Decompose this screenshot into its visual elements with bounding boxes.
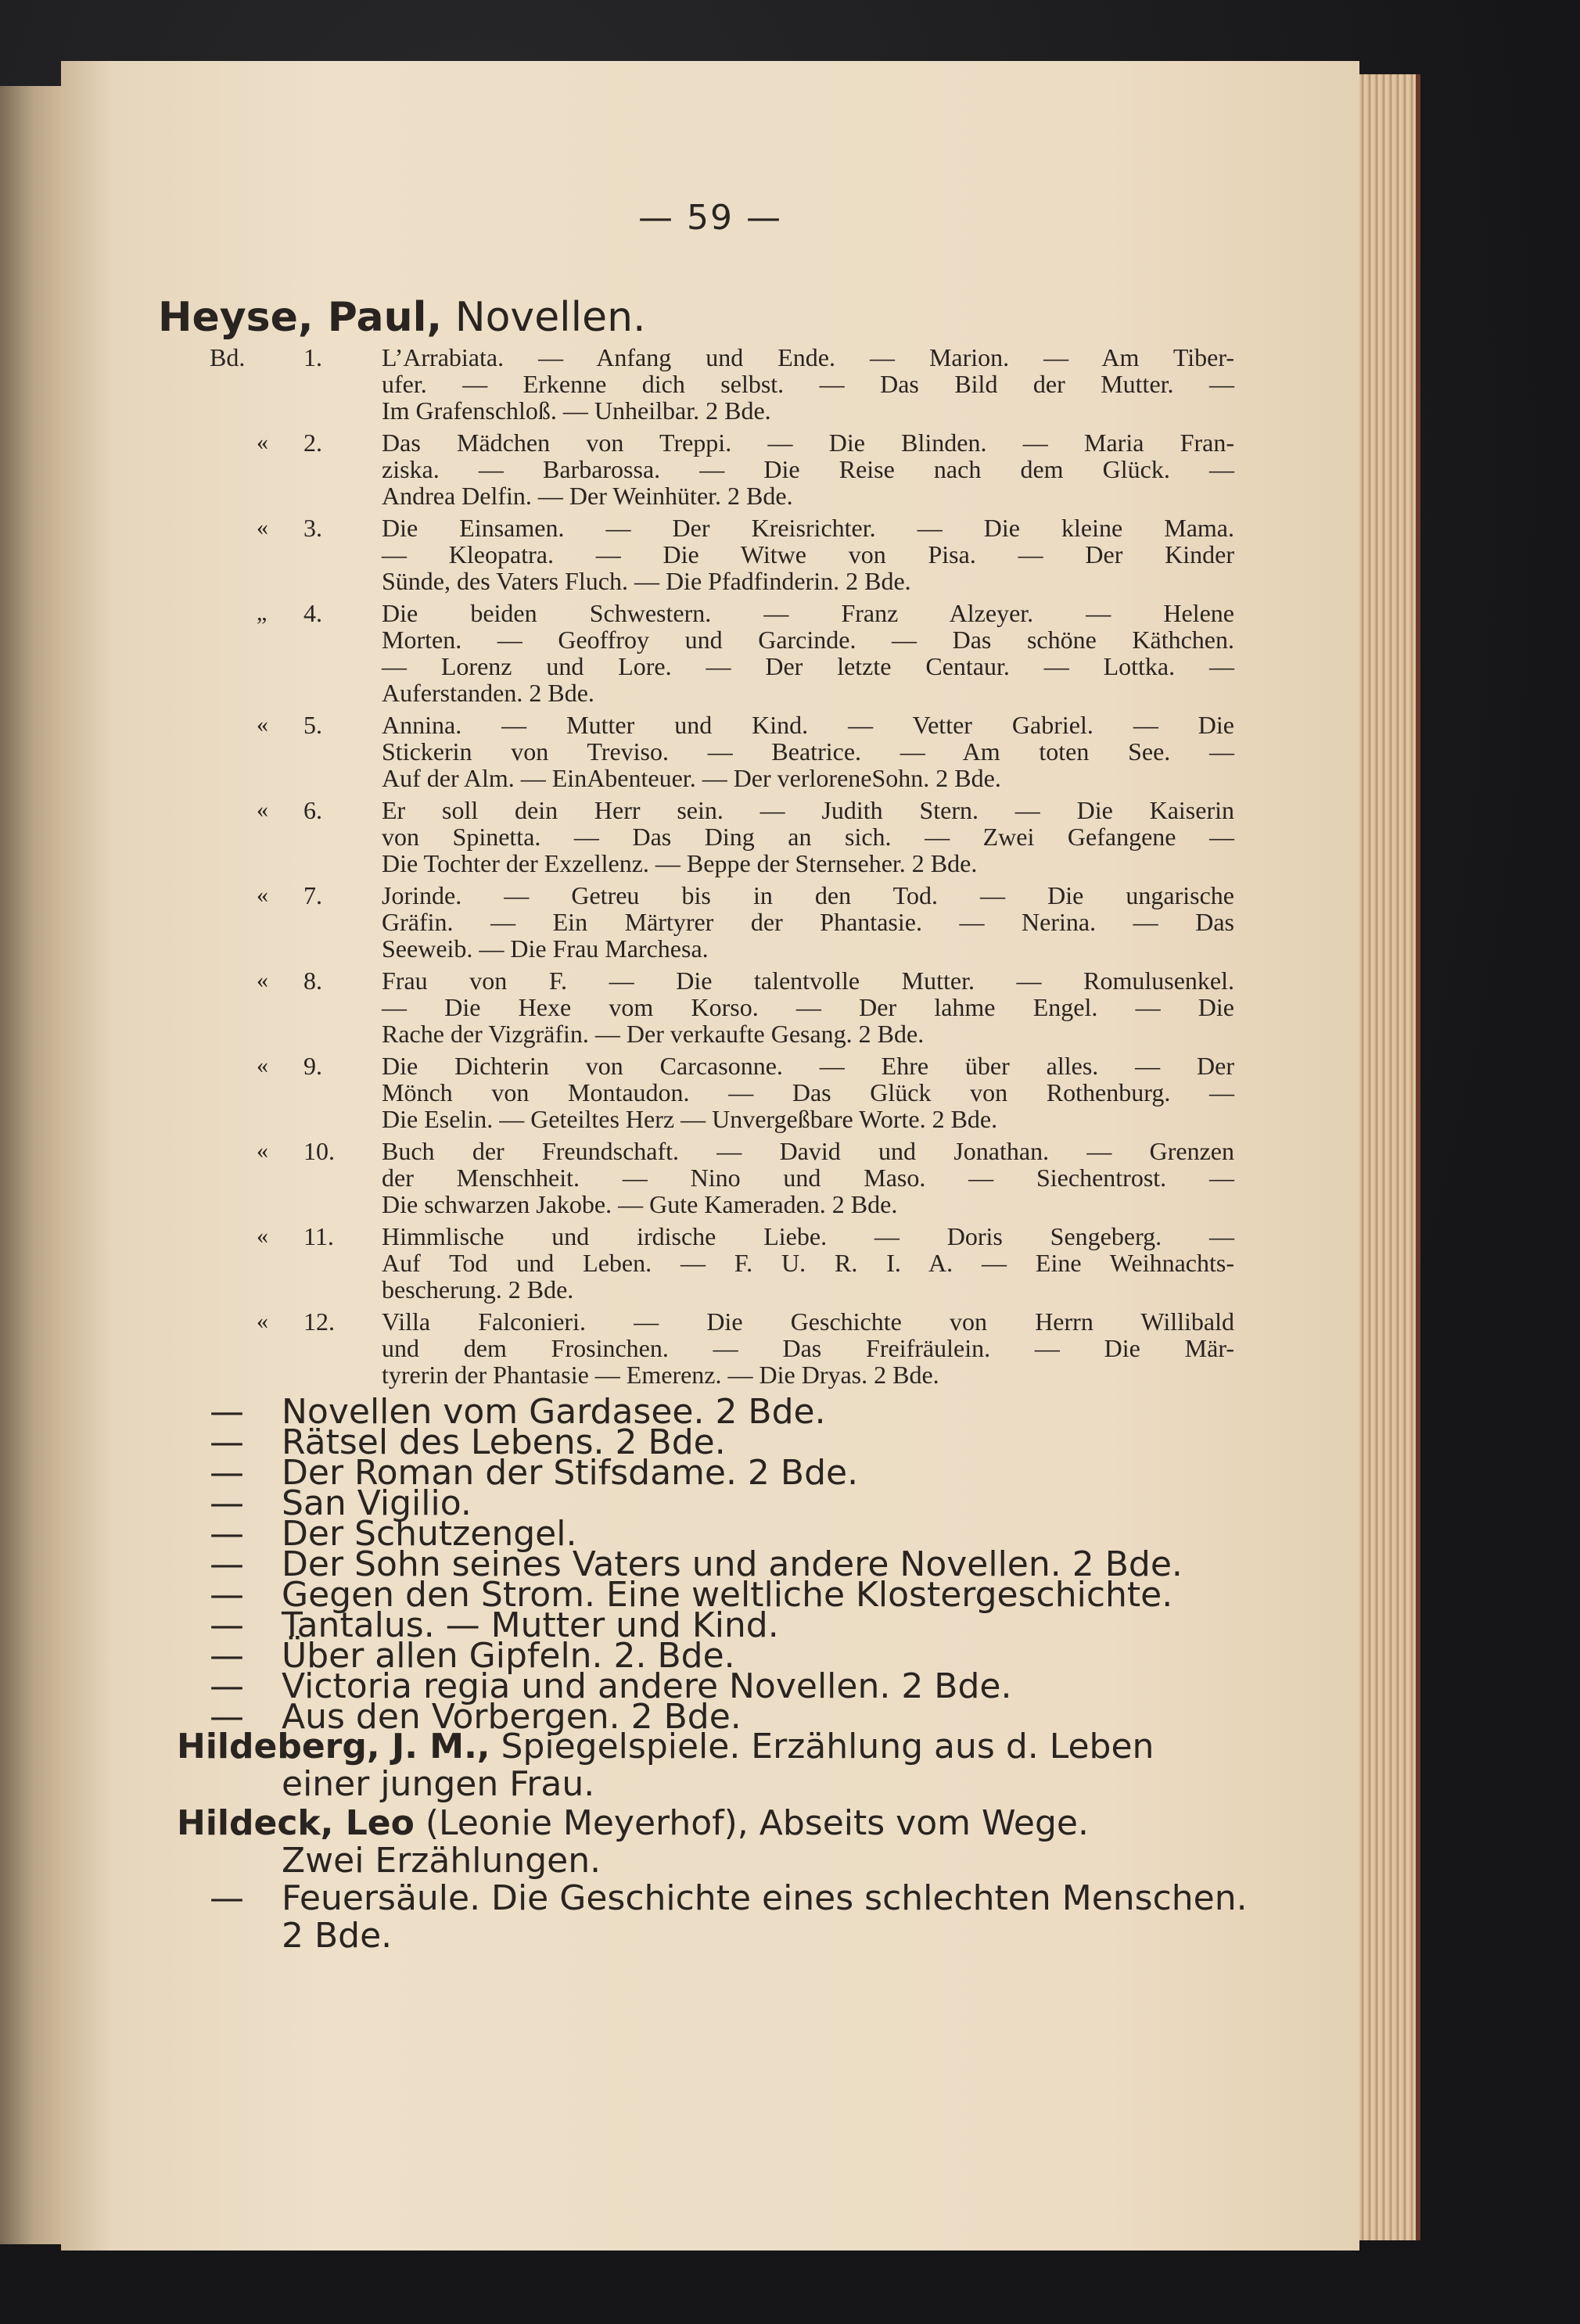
dash: — — [210, 1422, 244, 1462]
ditto-mark: « — [257, 967, 268, 993]
volume-number: 3. — [303, 514, 322, 542]
volume-number: 2. — [303, 429, 322, 457]
ditto-mark: « — [257, 712, 268, 737]
volume-label: Bd. — [210, 343, 246, 371]
work-title: Novellen vom Gardasee. 2 Bde. — [282, 1392, 826, 1432]
ditto-mark: « — [257, 797, 268, 823]
ditto-mark: « — [257, 1053, 268, 1078]
volume-text-line: Das Mädchen von Treppi. — Die Blinden. — Maria Fran- — [382, 429, 1234, 457]
work-title: Über allen Gipfeln. 2. Bde. — [282, 1636, 735, 1676]
work-title: Der Schutzengel. — [282, 1514, 577, 1554]
ditto-mark: „ — [257, 600, 268, 626]
work-title: Tantalus. — Mutter und Kind. — [282, 1605, 779, 1645]
entry-text: Spiegelspiele. Erzählung aus d. Leben — [501, 1727, 1154, 1766]
volume-text-line: Buch der Freundschaft. — David und Jonathan. — Grenzen — [382, 1137, 1234, 1165]
work-title: Gegen den Strom. Eine weltliche Klostergeschichte. — [282, 1575, 1173, 1615]
dash: — — [210, 1666, 244, 1706]
work-title-cont: 2 Bde. — [282, 1916, 393, 1956]
volume-text-line: Mönch von Montaudon. — Das Glück von Rothenburg. — — [382, 1078, 1234, 1106]
dash: — — [210, 1636, 244, 1676]
volume-text-line: — Lorenz und Lore. — Der letzte Centaur. — Lottka. — — [382, 652, 1234, 680]
volume-text-line: von Spinetta. — Das Ding an sich. — Zwei Gefangene — — [382, 823, 1234, 851]
volume-text-line: und dem Frosinchen. — Das Freifräulein. — Die Mär- — [382, 1334, 1234, 1362]
volume-text-line: Andrea Delfin. — Der Weinhüter. 2 Bde. — [382, 482, 793, 510]
dash: — — [210, 1483, 244, 1523]
volume-text-line: Sünde, des Vaters Fluch. — Die Pfadfinderin. 2 Bde. — [382, 567, 911, 595]
volume-text-line: tyrerin der Phantasie — Emerenz. — Die Dryas. 2 Bde. — [382, 1361, 939, 1389]
work-title: Der Roman der Stifsdame. 2 Bde. — [282, 1453, 859, 1493]
ditto-mark: « — [257, 515, 268, 540]
volume-text-line: bescherung. 2 Bde. — [382, 1275, 574, 1304]
volume-text-line: Villa Falconieri. — Die Geschichte von Herrn Willibald — [382, 1307, 1234, 1336]
author-name: Hildeck, Leo — [177, 1803, 415, 1843]
volume-text-line: Rache der Vizgräfin. — Der verkaufte Gesang. 2 Bde. — [382, 1020, 925, 1048]
work-title: San Vigilio. — [282, 1483, 472, 1523]
dash: — — [210, 1605, 244, 1645]
volume-text-line: ziska. — Barbarossa. — Die Reise nach dem Glück. — — [382, 455, 1234, 483]
dash: — — [210, 1878, 244, 1918]
ditto-mark: « — [257, 1138, 268, 1164]
ditto-mark: « — [257, 882, 268, 908]
author-heading-heyse — [158, 294, 646, 341]
volume-text-line: Frau von F. — Die talentvolle Mutter. — Romulusenkel. — [382, 967, 1234, 995]
left-page-edge — [0, 86, 63, 2244]
volume-number: 8. — [303, 967, 322, 995]
page-number: — 59 — — [638, 198, 782, 238]
author-subtitle: Novellen. — [454, 294, 646, 341]
volume-text-line: Stickerin von Treviso. — Beatrice. — Am toten See. — — [382, 737, 1234, 766]
work-title: Feuersäule. Die Geschichte eines schlechten Menschen. — [282, 1878, 1248, 1918]
volume-text-line: Die schwarzen Jakobe. — Gute Kameraden. 2 Bde. — [382, 1190, 898, 1218]
ditto-mark: « — [257, 429, 268, 455]
dash: — — [210, 1544, 244, 1584]
volume-text-line: Die beiden Schwestern. — Franz Alzeyer. — Helene — [382, 599, 1234, 627]
volume-text-line: Die Eselin. — Geteiltes Herz — Unvergeßbare Worte. 2 Bde. — [382, 1105, 998, 1133]
volume-text-line: Morten. — Geoffroy und Garcinde. — Das schöne Käthchen. — [382, 626, 1234, 654]
volume-number: 7. — [303, 881, 322, 909]
volume-text-line: der Menschheit. — Nino und Maso. — Siechentrost. — — [382, 1164, 1234, 1192]
volume-text-line: Auf Tod und Leben. — F. U. R. I. A. — Eine Weihnachts- — [382, 1249, 1234, 1277]
volume-text-line: Die Einsamen. — Der Kreisrichter. — Die kleine Mama. — [382, 514, 1234, 542]
work-title: Victoria regia und andere Novellen. 2 Bde. — [282, 1666, 1012, 1706]
volume-number: 11. — [303, 1222, 334, 1250]
volume-number: 12. — [303, 1307, 335, 1336]
volume-text-line: — Kleopatra. — Die Witwe von Pisa. — Der Kinder — [382, 540, 1234, 568]
ditto-mark: « — [257, 1308, 268, 1334]
dash: — — [210, 1392, 244, 1432]
entry-text: (Leonie Meyerhof), Abseits vom Wege. — [425, 1803, 1089, 1843]
dash: — — [210, 1514, 244, 1554]
volume-text-line: Auf der Alm. — EinAbenteuer. — Der verloreneSohn. 2 Bde. — [382, 764, 1001, 792]
work-title: Aus den Vorbergen. 2 Bde. — [282, 1697, 742, 1737]
volume-text-line: Jorinde. — Getreu bis in den Tod. — Die ungarische — [382, 881, 1234, 909]
volume-number: 5. — [303, 711, 322, 739]
volume-number: 9. — [303, 1052, 322, 1080]
volume-text-line: Seeweib. — Die Frau Marchesa. — [382, 934, 709, 963]
volume-number: 6. — [303, 796, 322, 824]
entry-text-cont: Zwei Erzählungen. — [282, 1841, 601, 1881]
volume-number: 1. — [303, 343, 322, 371]
volume-text-line: Annina. — Mutter und Kind. — Vetter Gabriel. — Die — [382, 711, 1234, 739]
dash: — — [210, 1697, 244, 1737]
ditto-mark: « — [257, 1223, 268, 1249]
volume-text-line: Gräfin. — Ein Märtyrer der Phantasie. — Nerina. — Das — [382, 908, 1234, 936]
volume-text-line: Die Tochter der Exzellenz. — Beppe der Sternseher. 2 Bde. — [382, 849, 978, 877]
volume-text-line: Himmlische und irdische Liebe. — Doris Sengeberg. — — [382, 1222, 1234, 1250]
volume-text-line: Die Dichterin von Carcasonne. — Ehre über alles. — Der — [382, 1052, 1234, 1080]
author-name: Hildeberg, J. M., — [177, 1727, 490, 1766]
dash: — — [210, 1453, 244, 1493]
volume-text-line: ufer. — Erkenne dich selbst. — Das Bild der Mutter. — — [382, 370, 1234, 398]
volume-text-line: Im Grafenschloß. — Unheilbar. 2 Bde. — [382, 396, 771, 425]
volume-text-line: — Die Hexe vom Korso. — Der lahme Engel. — Die — [382, 993, 1234, 1021]
work-title: Der Sohn seines Vaters und andere Novellen. 2 Bde. — [282, 1544, 1183, 1584]
volume-number: 4. — [303, 599, 322, 627]
volume-text-line: Er soll dein Herr sein. — Judith Stern. — Die Kaiserin — [382, 796, 1234, 824]
book-page — [61, 61, 1359, 2250]
work-title: Rätsel des Lebens. 2 Bde. — [282, 1422, 726, 1462]
volume-text-line: Auferstanden. 2 Bde. — [382, 679, 594, 707]
entry-text-cont: einer jungen Frau. — [282, 1764, 595, 1804]
volume-text-line: L’Arrabiata. — Anfang und Ende. — Marion. — Am Tiber- — [382, 343, 1234, 371]
author-name: Heyse, Paul, — [158, 294, 443, 341]
volume-number: 10. — [303, 1137, 335, 1165]
dash: — — [210, 1575, 244, 1615]
